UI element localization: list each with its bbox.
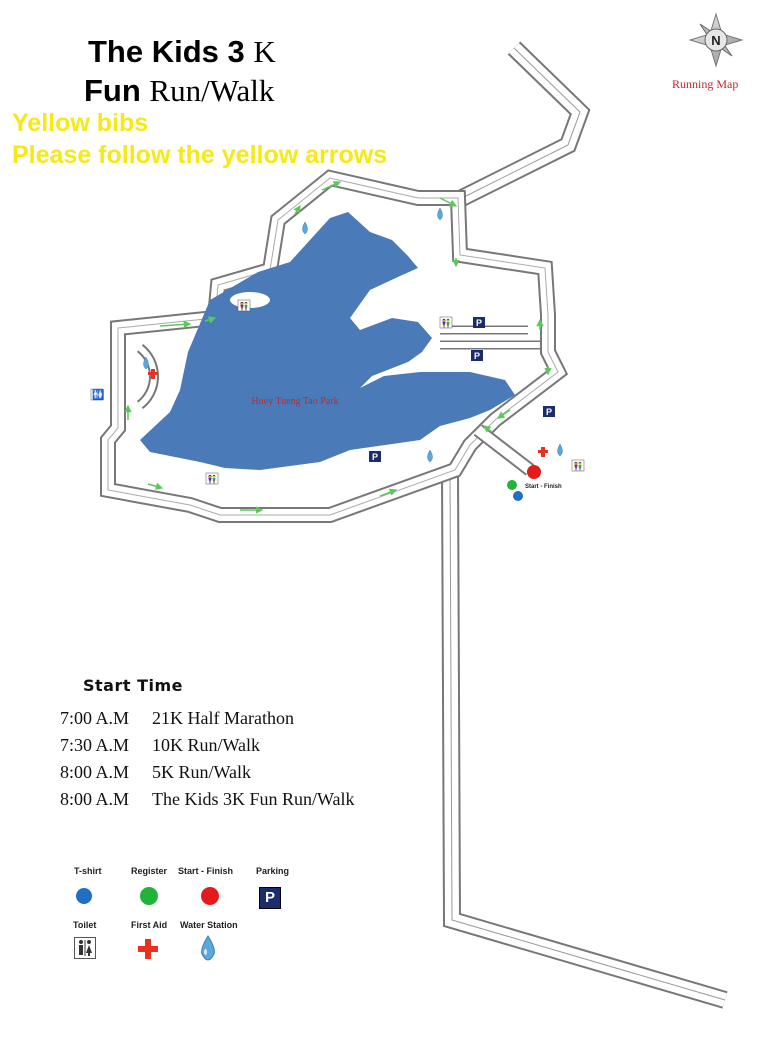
title-serif-part: K xyxy=(253,34,276,69)
legend-label-first-aid: First Aid xyxy=(131,920,168,930)
start-finish-dot-icon xyxy=(201,887,219,905)
first-aid-icon xyxy=(137,938,159,960)
title-bold-part: Fun xyxy=(84,73,150,108)
legend-label-start-finish: Start - Finish xyxy=(178,866,234,876)
legend-label-water-station: Water Station xyxy=(180,920,238,930)
bib-color-note: Yellow bibs xyxy=(12,109,149,137)
schedule-row xyxy=(60,708,294,729)
tshirt-dot-icon xyxy=(76,888,92,904)
parking-icon xyxy=(369,451,381,462)
parking-legend-icon: P xyxy=(259,887,281,909)
svg-text:P: P xyxy=(474,351,481,361)
water-drop-icon xyxy=(428,450,433,462)
water-drop-icon xyxy=(199,935,217,961)
register-dot-icon xyxy=(140,887,158,905)
toilet-icon xyxy=(91,388,104,401)
schedule-event: 10K Run/Walk xyxy=(152,735,261,755)
svg-text:👫: 👫 xyxy=(207,475,217,484)
toilet-icon xyxy=(74,937,96,959)
schedule-event: The Kids 3K Fun Run/Walk xyxy=(152,789,355,809)
svg-text:P: P xyxy=(372,452,379,462)
south-road xyxy=(450,470,725,1000)
start-finish-dot xyxy=(527,465,541,479)
parking-icon xyxy=(471,350,483,361)
svg-text:P: P xyxy=(476,318,483,328)
schedule-time: 7:30 A.M xyxy=(60,735,130,755)
schedule-event: 21K Half Marathon xyxy=(152,708,294,728)
first-aid-icon xyxy=(538,447,548,457)
follow-arrows-note: Please follow the yellow arrows xyxy=(12,141,388,169)
toilet-icon xyxy=(572,460,584,471)
toilet-icon xyxy=(206,473,218,484)
schedule-heading: Start Time xyxy=(83,676,183,695)
water-drop-icon xyxy=(558,444,563,456)
toilet-icon xyxy=(440,317,452,328)
schedule-time: 8:00 A.M xyxy=(60,762,130,782)
title-serif-part: Run/Walk xyxy=(149,73,275,108)
legend-label-toilet: Toilet xyxy=(73,920,97,930)
tshirt-dot xyxy=(513,491,523,501)
schedule-row xyxy=(60,762,251,783)
parking-icon xyxy=(473,317,485,328)
legend-label-register: Register xyxy=(131,866,168,876)
toilet-icon xyxy=(238,300,250,311)
running-map-label: Running Map xyxy=(672,77,739,91)
register-dot xyxy=(507,480,517,490)
schedule-time: 7:00 A.M xyxy=(60,708,130,728)
svg-text:👫: 👫 xyxy=(573,462,583,471)
svg-text:🚻: 🚻 xyxy=(92,390,105,401)
legend-label-tshirt: T-shirt xyxy=(74,866,102,876)
schedule-row xyxy=(60,789,355,810)
parking-icon xyxy=(543,406,555,417)
water-drop-icon xyxy=(303,222,308,234)
svg-text:👫: 👫 xyxy=(441,319,451,328)
title-bold-part: The Kids 3 xyxy=(88,34,254,69)
svg-text:N: N xyxy=(711,33,721,48)
legend-label-parking: Parking xyxy=(256,866,290,876)
park-name-label: Huey Tueng Tao Park xyxy=(251,396,339,407)
water-drop-icon xyxy=(438,208,443,220)
schedule-time: 8:00 A.M xyxy=(60,789,130,809)
svg-text:P: P xyxy=(546,407,553,417)
start-finish-map-label: Start - Finish xyxy=(525,484,562,490)
svg-text:👫: 👫 xyxy=(239,302,249,311)
schedule-row xyxy=(60,735,260,756)
schedule-event: 5K Run/Walk xyxy=(152,762,252,782)
northeast-road xyxy=(458,48,580,200)
